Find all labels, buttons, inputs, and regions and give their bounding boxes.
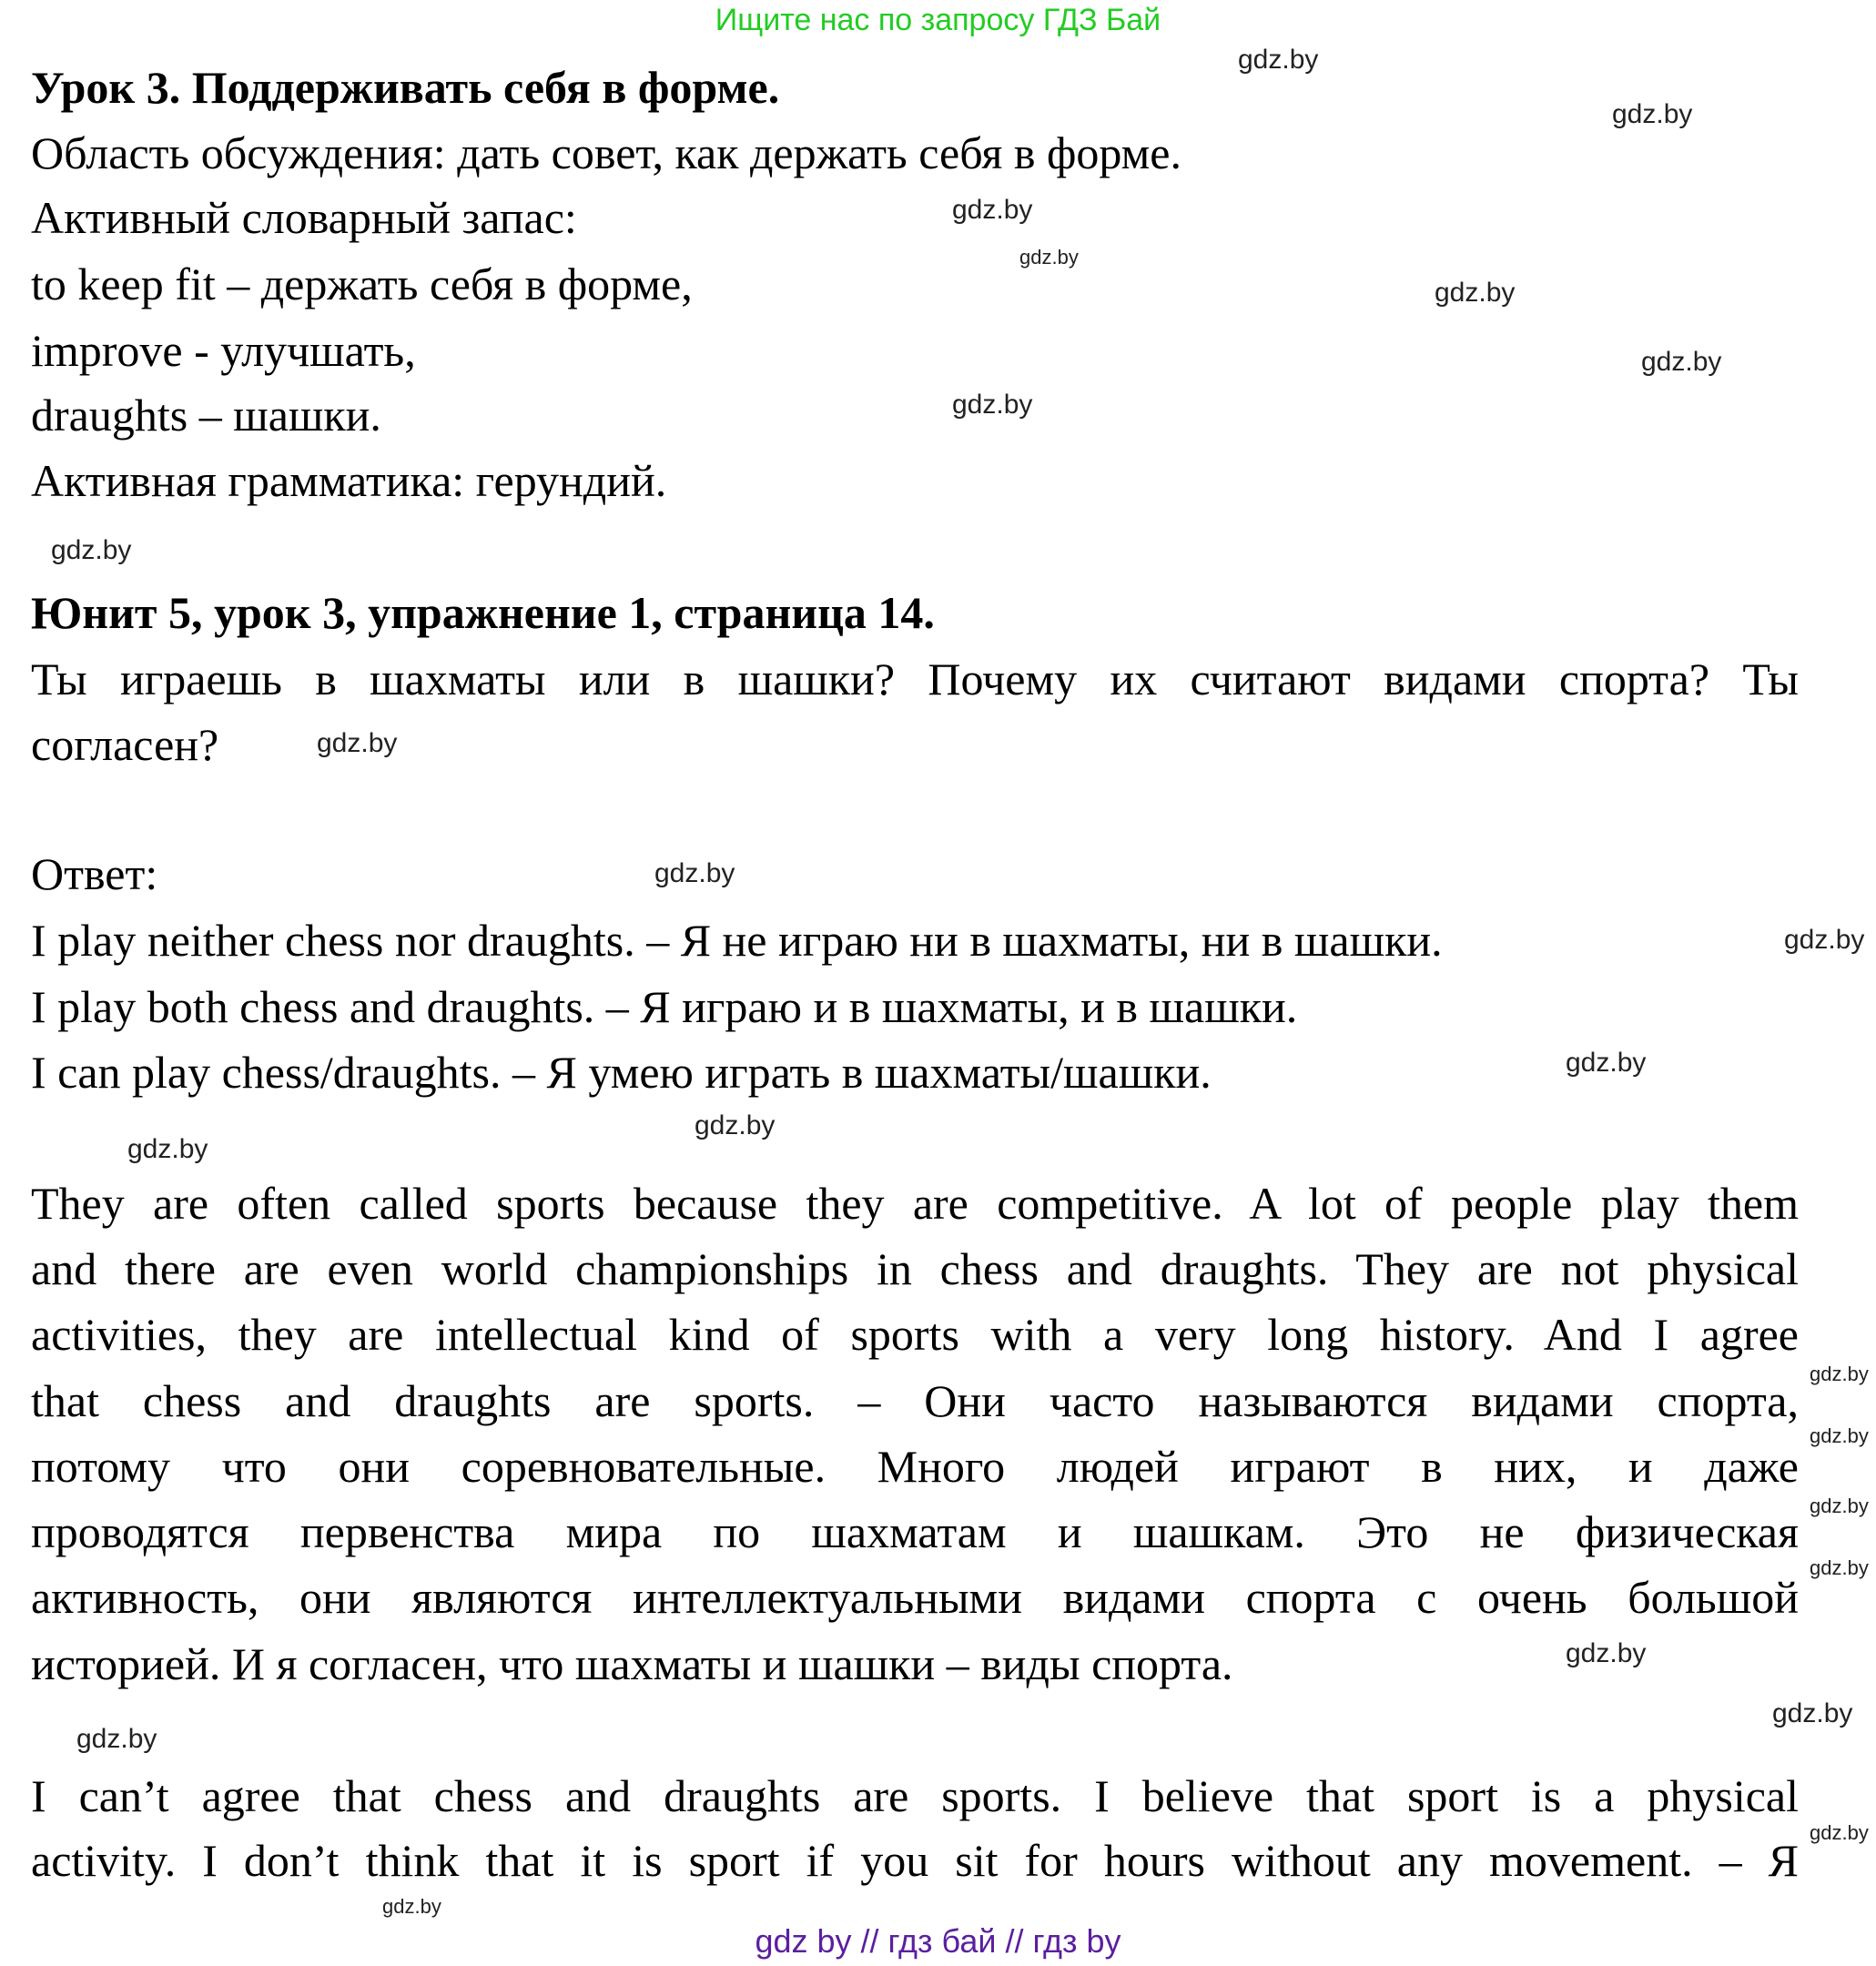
paragraph-line: I can’t agree that chess and draughts are sports. I believe that sport is a physical [31, 1770, 1799, 1821]
footer-links: gdz by // гдз бай // гдз by [755, 1922, 1121, 1960]
lesson-line: Активная грамматика: герундий. [31, 455, 667, 506]
exercise-title: Юнит 5, урок 3, упражнение 1, страница 14. [31, 587, 935, 638]
vocab-line: draughts – шашки. [31, 390, 381, 441]
watermark: gdz.by [1641, 347, 1722, 377]
watermark: gdz.by [1612, 99, 1693, 129]
answer-line: I play both chess and draughts. – Я играю и в шахматы, и в шашки. [31, 981, 1298, 1032]
watermark: gdz.by [317, 728, 398, 758]
watermark: gdz.by [1238, 45, 1319, 75]
watermark: gdz.by [1810, 1821, 1869, 1844]
paragraph-line: активность, они являются интеллектуальными видами спорта с очень большой [31, 1572, 1799, 1623]
watermark: gdz.by [1784, 925, 1865, 955]
lesson-title: Урок 3. Поддерживать себя в форме. [31, 62, 780, 113]
watermark: gdz.by [1810, 1556, 1869, 1579]
answer-label: Ответ: [31, 848, 158, 899]
watermark: gdz.by [1772, 1698, 1853, 1728]
watermark: gdz.by [1566, 1048, 1647, 1078]
lesson-line: Область обсуждения: дать совет, как держать себя в форме. [31, 127, 1181, 178]
watermark: gdz.by [1566, 1638, 1647, 1668]
paragraph-line: They are often called sports because they are competitive. A lot of people play them [31, 1178, 1799, 1229]
paragraph-line: историей. И я согласен, что шахматы и шашки – виды спорта. [31, 1638, 1233, 1689]
watermark: gdz.by [1435, 278, 1516, 308]
answer-line: I play neither chess nor draughts. – Я не играю ни в шахматы, ни в шашки. [31, 915, 1443, 966]
paragraph-line: потому что они соревновательные. Много людей играют в них, и даже [31, 1441, 1799, 1492]
question-line: согласен? [31, 719, 219, 770]
watermark: gdz.by [1810, 1495, 1869, 1517]
watermark: gdz.by [952, 390, 1033, 420]
search-hint-banner: Ищите нас по запросу ГДЗ Бай [715, 3, 1161, 37]
watermark: gdz.by [952, 195, 1033, 225]
vocab-line: improve - улучшать, [31, 325, 416, 376]
watermark: gdz.by [127, 1134, 208, 1164]
watermark: gdz.by [51, 535, 132, 565]
watermark: gdz.by [382, 1895, 441, 1918]
watermark: gdz.by [1810, 1424, 1869, 1447]
paragraph-line: activities, they are intellectual kind of sports with a very long history. And I agree [31, 1309, 1799, 1360]
watermark: gdz.by [695, 1110, 776, 1140]
watermark: gdz.by [1019, 246, 1079, 269]
answer-line: I can play chess/draughts. – Я умею играть в шахматы/шашки. [31, 1047, 1212, 1098]
paragraph-line: and there are even world championships in chess and draughts. They are not physical [31, 1243, 1799, 1294]
watermark: gdz.by [654, 858, 735, 888]
lesson-line: Активный словарный запас: [31, 192, 577, 243]
paragraph-line: activity. I don’t think that it is sport if you sit for hours without any movement. – Я [31, 1835, 1799, 1886]
watermark: gdz.by [1810, 1363, 1869, 1385]
vocab-line: to keep fit – держать себя в форме, [31, 258, 693, 309]
paragraph-line: that chess and draughts are sports. – Они часто называются видами спорта, [31, 1375, 1799, 1426]
paragraph-line: проводятся первенства мира по шахматам и шашкам. Это не физическая [31, 1506, 1799, 1557]
question-line: Ты играешь в шахматы или в шашки? Почему их считают видами спорта? Ты [31, 654, 1799, 704]
watermark: gdz.by [76, 1724, 157, 1754]
